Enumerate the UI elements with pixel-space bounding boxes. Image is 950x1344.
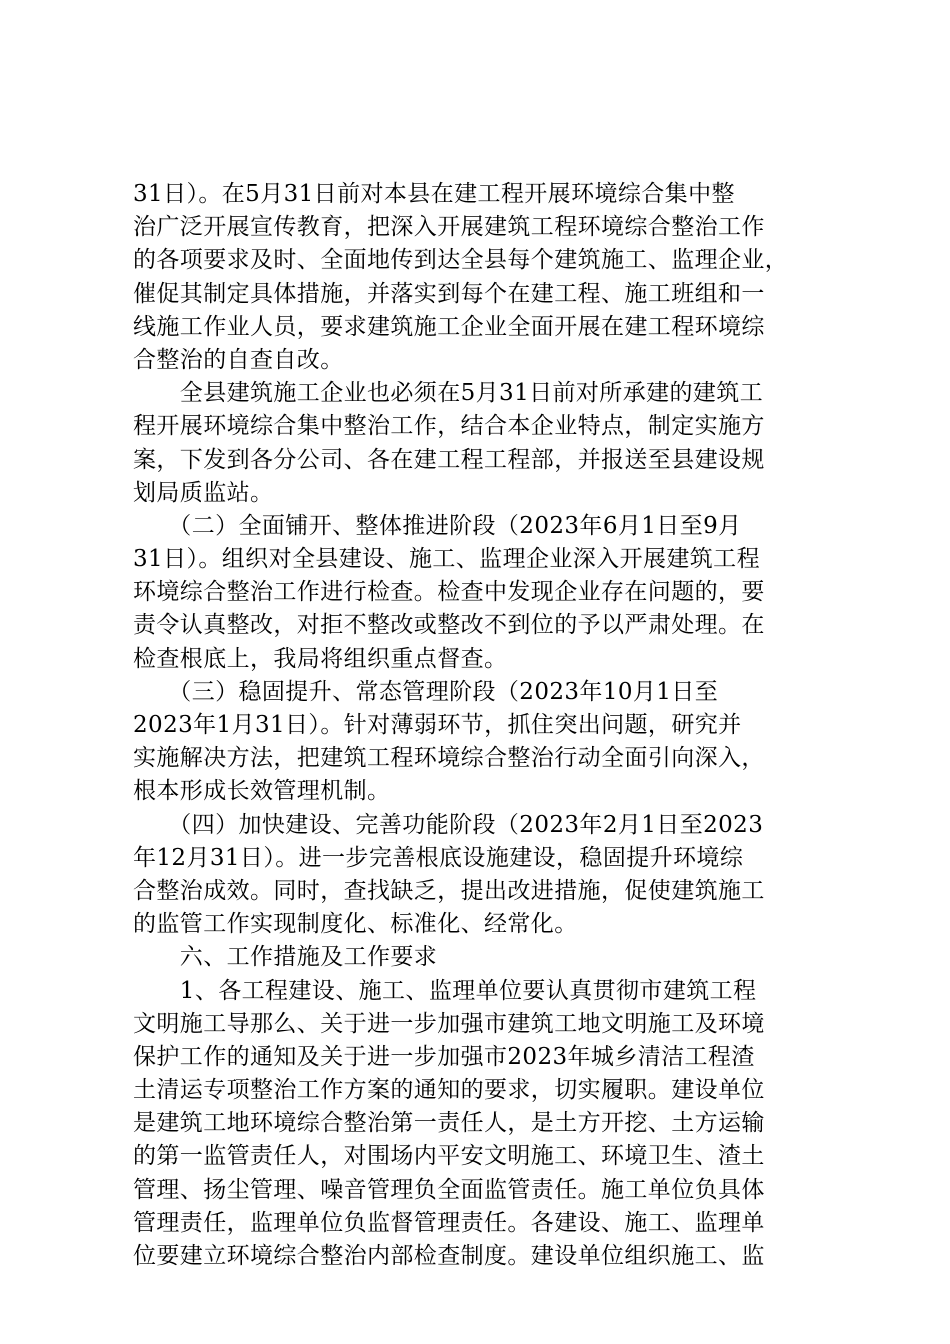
text-line: 责令认真整改，对拒不整改或整改不到位的予以严肃处理。在: [133, 612, 765, 639]
text-line: 合整治成效。同时，查找缺乏，提出改进措施，促使建筑施工: [133, 877, 765, 904]
text-line: 检查根底上，我局将组织重点督查。: [133, 645, 508, 672]
document-body: [133, 178, 833, 1273]
text-line: 实施解决方法，把建筑工程环境综合整治行动全面引向深入，: [133, 745, 765, 772]
text-line: 2023年1月31日）。针对薄弱环节，抓住突出问题，研究并: [133, 712, 742, 738]
text-line: 的监管工作实现制度化、标准化、经常化。: [133, 911, 578, 938]
text-line: 31日）。组织对全县建设、施工、监理企业深入开展建筑工程: [133, 546, 760, 573]
text-line: 管理、扬尘管理、噪音管理负全面监管责任。施工单位负具体: [133, 1176, 765, 1203]
text-line: 保护工作的通知及关于进一步加强市2023年城乡清洁工程渣: [133, 1043, 755, 1070]
text-line: 的各项要求及时、全面地传到达全县每个建筑施工、监理企业，: [133, 247, 789, 274]
text-line: 年12月31日）。进一步完善根底设施建设，稳固提升环境综: [133, 844, 744, 871]
text-line: 线施工作业人员，要求建筑施工企业全面开展在建工程环境综: [133, 313, 765, 340]
text-line: 根本形成长效管理机制。: [133, 778, 391, 805]
text-line: 六、工作措施及工作要求: [133, 944, 438, 971]
text-line: 治广泛开展宣传教育，把深入开展建筑工程环境综合整治工作: [133, 214, 765, 241]
text-line: 案，下发到各分公司、各在建工程工程部，并报送至县建设规: [133, 446, 765, 473]
text-line: 程开展环境综合集中整治工作，结合本企业特点，制定实施方: [133, 413, 765, 440]
text-line: 31日）。在5月31日前对本县在建工程开展环境综合集中整: [133, 181, 735, 207]
text-line: 环境综合整治工作进行检查。检查中发现企业存在问题的，要: [133, 579, 765, 606]
text-line: 管理责任，监理单位负监督管理责任。各建设、施工、监理单: [133, 1209, 765, 1236]
text-line: 催促其制定具体措施，并落实到每个在建工程、施工班组和一: [133, 280, 765, 307]
text-line: 的第一监管责任人，对围场内平安文明施工、环境卫生、渣土: [133, 1143, 765, 1170]
text-line: 位要建立环境综合整治内部检查制度。建设单位组织施工、监: [133, 1243, 765, 1269]
text-line: 全县建筑施工企业也必须在5月31日前对所承建的建筑工: [133, 380, 764, 407]
text-line: （四）加快建设、完善功能阶段（2023年2月1日至2023: [133, 811, 764, 838]
text-line: 是建筑工地环境综合整治第一责任人，是土方开挖、土方运输: [133, 1110, 765, 1137]
text-line: 土清运专项整治工作方案的通知的要求，切实履职。建设单位: [133, 1077, 765, 1104]
text-line: 划局质监站。: [133, 479, 274, 506]
text-line: 文明施工导那么、关于进一步加强市建筑工地文明施工及环境: [133, 1010, 765, 1037]
text-line: （三）稳固提升、常态管理阶段（2023年10月1日至: [133, 678, 719, 705]
text-line: 1、各工程建设、施工、监理单位要认真贯彻市建筑工程: [133, 977, 757, 1004]
text-line: （二）全面铺开、整体推进阶段（2023年6月1日至9月: [133, 512, 742, 539]
text-line: 合整治的自查自改。: [133, 346, 344, 373]
